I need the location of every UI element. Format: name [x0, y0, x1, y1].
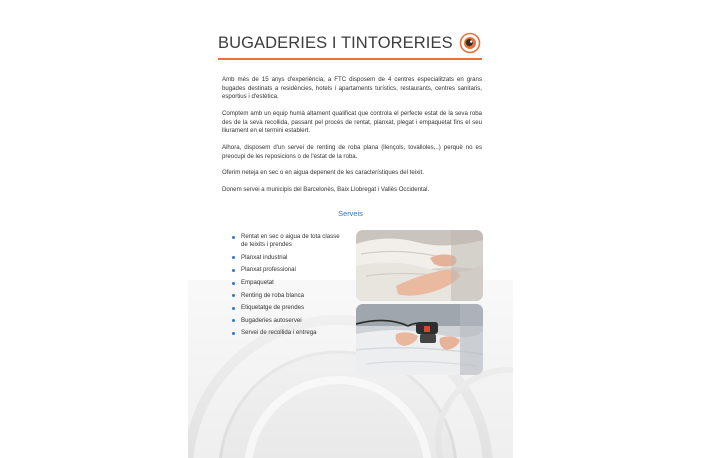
list-item: [232, 233, 342, 250]
services-list: [232, 233, 342, 342]
service-label: Empaquetat: [241, 279, 274, 287]
paragraph: Alhora, disposem d'un servei de renting de roba plana (llençols, tovalloles,..) perquè no es preocupi de les reposicions o de l'estat de la roba.: [222, 143, 482, 160]
list-item: [232, 317, 342, 325]
service-label: Rentat en sec o aigua de tota classe de teixits i prendes: [241, 233, 340, 249]
paragraph: Amb més de 15 anys d'experiència, a FTC disposem de 4 centres especialitzats en grans bugades destinats a residències, hotels i apartaments turístics, restaurants, centres sanitaris, esportius i d'estètica.: [222, 76, 482, 101]
title-underline: [218, 58, 482, 60]
orange-ring-logo-icon: [459, 32, 481, 54]
blue-dot-bullet-icon: [232, 236, 235, 239]
blue-dot-bullet-icon: [232, 307, 235, 310]
blue-dot-bullet-icon: [232, 332, 235, 335]
folded-white-towels-photo: [356, 230, 483, 301]
paragraph: Comptem amb un equip humà altament qualificat que controla el perfecte estat de la seva roba des de la seva recollida, passant pel procés de rentat, planxat, plegat i empaquetat fins el seu lliurament en el termini establert.: [222, 109, 482, 135]
services-heading: Serveis: [338, 209, 363, 218]
intro-text: [222, 76, 482, 203]
document-page: [188, 0, 513, 458]
blue-dot-bullet-icon: [232, 294, 235, 297]
blue-dot-bullet-icon: [232, 319, 235, 322]
service-label: Servei de recollida i entrega: [241, 329, 317, 337]
blue-dot-bullet-icon: [232, 256, 235, 259]
washing-machine-drum-background: [188, 0, 513, 458]
service-label: Bugaderies autoservei: [241, 316, 302, 324]
page-title: BUGADERIES I TINTORERIES: [218, 34, 453, 52]
blue-dot-bullet-icon: [232, 269, 235, 272]
list-item: [232, 279, 342, 287]
service-label: Planxat industrial: [241, 253, 288, 261]
list-item: [232, 266, 342, 274]
service-label: Planxat professional: [241, 266, 296, 274]
list-item: [232, 329, 342, 337]
blue-dot-bullet-icon: [232, 282, 235, 285]
list-item: [232, 304, 342, 312]
service-label: Renting de roba blanca: [241, 291, 305, 299]
paragraph: Donem servei a municipis del Barcelonès, Baix Llobregat i Vallès Occidental.: [222, 186, 430, 194]
industrial-ironing-photo: [356, 304, 483, 375]
paragraph: Oferim neteja en sec o en aigua depenent de les característiques del teixit.: [222, 169, 424, 177]
service-label: Etiquetatge de prendes: [241, 304, 305, 312]
list-item: [232, 254, 342, 262]
list-item: [232, 292, 342, 300]
